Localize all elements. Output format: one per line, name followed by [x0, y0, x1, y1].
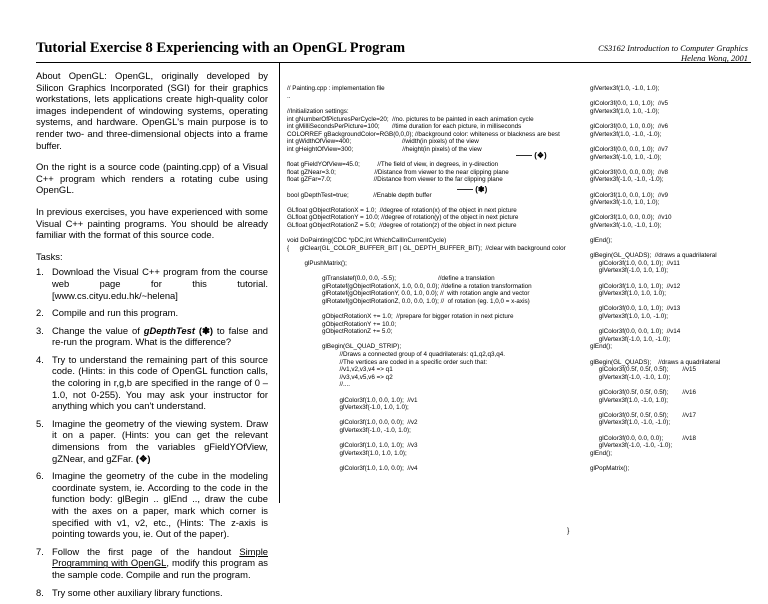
task-text: , modify this program as the sample code. Compile and run the program. [52, 557, 268, 580]
task-text: Change the value of [52, 324, 144, 336]
page-title: Tutorial Exercise 8 Experiencing with an OpenGL Program [36, 40, 406, 56]
task-item: 6. Imagine the geometry of the cube in the modeling coordinate system, ie. According to the code in the function body: glBegin .. glEnd .., draw the cube with the axes on a paper, mark which corner is specified with v1, v2, etc., (Hints: The z-axis is pointing towards you, ie. Out of the paper). [36, 470, 268, 540]
task-text: Try to understand the remaining part of this source code. (Hints: in this code of OpenGL function calls, the coloring in r,g,b are specified in the range of 0 – 1.0, not 0-255). You may ask your instructor for anything which you can't understand. [52, 353, 268, 412]
handout-link[interactable]: Simple Programming with OpenGL [52, 545, 268, 569]
intro-paragraph: On the right is a source code (painting.cpp) of a Visual C++ program which renders a rotating cube using OpenGL. [36, 161, 268, 196]
source-code-column-2 [590, 70, 750, 480]
task-item: 3. Change the value of gDepthTest (❃) to false and re-run the program. What is the difference? [36, 324, 268, 348]
fov-marker-icon: —— (❖) [516, 151, 547, 160]
task-item: 4. Try to understand the remaining part of this source code. (Hints: in this code of OpenGL function calls, the coloring in r,g,b are specified in the range of 0 – 1.0, not 0-255). You may ask your instructor for anything which you can't understand. [36, 353, 268, 412]
task-item: 7. Follow the first page of the handout Simple Programming with OpenGL, modify this program as the sample code. Compile and run the program. [36, 545, 268, 580]
source-code-listing: glVertex3f(1.0, -1.0, 1.0); glColor3f(0.0, 1.0, 1.0); //v5 glVertex3f(1.0, 1.0, -1.0); glColor3f(0.0, 1.0, 0.0); //v6 glVertex3f(1.0, -1.0, -1.0); glColor3f(0.0, 0.0, 1.0); //v7 glVertex3f(-1.0, 1.0, -1.0); glColor3f(0.0, 0.0, 0.0); //v8 glVertex3f(-1.0, -1.0, -1.0); glColor3f(1.0, 0.0, 1.0); //v9 glVertex3f(-1.0, 1.0, 1.0); glColor3f(1.0, 0.0, 0.0); //v10 glVertex3f(-1.0, -1.0, 1.0); glEnd(); glBegin(GL_QUADS); //draws a quadrilateral glColor3f(1.0, 0.0, 1.0); //v11 glVertex3f(-1.0, 1.0, 1.0); glColor3f(1.0, 1.0, 1.0); //v12 glVertex3f(1.0, 1.0, 1.0); glColor3f(0.0, 1.0, 1.0); //v13 glVertex3f(1.0, 1.0, -1.0); glColor3f(0.0, 0.0, 1.0); //v14 glVertex3f(-1.0, 1.0, -1.0); glEnd(); glBegin(GL_QUADS); //draws a quadrilateral glColor3f(0.5f, 0.5f, 0.5f); //v15 glVertex3f(-1.0, -1.0, 1.0); glColor3f(0.5f, 0.5f, 0.5f); //v16 glVertex3f(1.0, -1.0, 1.0); glColor3f(0.5f, 0.5f, 0.5f); //v17 glVertex3f(1.0, -1.0, -1.0); glColor3f(0.0, 0.0, 0.0); //v18 glVertex3f(-1.0, -1.0, -1.0); glEnd(); glPopMatrix(); [590, 85, 721, 472]
header-rule [36, 62, 751, 63]
task-text: Try some other auxiliary library functions. [52, 586, 223, 598]
task-text: Imagine the geometry of the cube in the modeling coordinate system, ie. According to the code in the function body: glBegin .. glEnd .., draw the cube with the axes on a paper, mark which corner is specified with v1, v2, etc., (Hints: The z-axis is pointing towards you, ie. Out of the paper). [52, 470, 268, 540]
closing-brace: } [567, 528, 570, 535]
task-text: Follow the first page of the handout [52, 545, 240, 557]
author-name: Helena Wong, 2001 [681, 53, 748, 63]
depth-marker-icon: (❃) [198, 324, 213, 336]
course-info [598, 43, 748, 63]
intro-paragraph: About OpenGL: OpenGL, originally developed by Silicon Graphics Incorporated (SGI) for their graphics workstations, lets applications create high-quality color images independent of windowing systems, operating systems, and hardware. OpenGL's main purpose is to render two- and three-dimensional objects into a frame buffer. [36, 70, 268, 151]
source-code-listing: // Painting.cpp : implementation file .. //Initialization settings: int gNumberOfPicturesPerCycle=20; //no. pictures to be painted in each animation cycle int gMilliSecondsPerPicture=100; //time duration for each picture, in milliseconds COLORREF gBackgroundColor=RGB(0,0,0); //background color: whiteness or blackness are best int gWidthOfView=400; //width(in pixels) of the view int gHeightOfView=300; //height(in pixels) of the view float gFieldYOfView=45.0; //The field of view, in degrees, in y-direction float gZNear=3.0; //Distance from viewer to the near clipping plane float gZFar=7.0; //Distance from viewer to the far clipping plane bool gDepthTest=true; //Enable depth buffer GLfloat gObjectRotationX = 1.0; //degree of rotation(x) of the object in next picture GLfloat gObjectRotationY = 10.0; //degree of rotation(y) of the object in next picture GLfloat gObjectRotationZ = 5.0; //degree of rotation(z) of the object in next picture void DoPainting(CDC *pDC,int WhichCallInCurrentCycle) { glClear(GL_COLOR_BUFFER_BIT | GL_DEPTH_BUFFER_BIT); //clear with background color glPushMatrix(); glTranslatef(0.0, 0.0, -5.5); //define a translation glRotatef(gObjectRotationX, 1.0, 0.0, 0.0); //define a rotation transformation glRotatef(gObjectRotationY, 0.0, 1.0, 0.0); // with rotation angle and vector glRotatef(gObjectRotationZ, 0.0, 0.0, 1.0); // of rotation (eg. 1,0,0 = x-axis) gObjectRotationX += 1.0; //prepare for bigger rotation in next picture gObjectRotationY += 10.0; gObjectRotationZ += 5.0; glBegin(GL_QUAD_STRIP); //Draws a connected group of 4 quadrilaterals: q1,q2,q3,q4. //The vertices are coded in a specific order such that: //v1,v2,v3,v4 => q1 //v3,v4,v5,v6 => q2 //.... glColor3f(1.0, 0.0, 1.0); //v1 glVertex3f(-1.0, 1.0, 1.0); glColor3f(1.0, 0.0, 0.0); //v2 glVertex3f(-1.0, -1.0, 1.0); glColor3f(1.0, 1.0, 1.0); //v3 glVertex3f(1.0, 1.0, 1.0); glColor3f(1.0, 1.0, 0.0); //v4 [287, 85, 566, 472]
source-code-column [287, 70, 587, 480]
fov-marker-icon: (❖) [135, 452, 151, 464]
depth-marker-icon: —— (❃) [457, 185, 488, 194]
task-item: 5. Imagine the geometry of the viewing system. Draw it on a paper. (Hints: you can get the relevant dimensions from the variables gFieldYOfView, gZNear, and gZFar. (❖) [36, 417, 268, 464]
task-variable: gDepthTest [143, 324, 195, 336]
task-text: to false and re-run the program. What is the difference? [52, 324, 268, 348]
task-item: 1. Download the Visual C++ program from the course web page for this tutorial. [www.cs.cityu.edu.hk/~helena] [36, 266, 268, 301]
tasks-heading: Tasks: [36, 250, 63, 262]
intro-paragraph: In previous exercises, you have experienced with some Visual C++ painting programs. You should be already familiar with the format of this source code. [36, 205, 268, 241]
instructions-column [36, 70, 268, 604]
task-text: Download the Visual C++ program from the course web page for this tutorial. [www.cs.cityu.edu.hk/~helena] [52, 266, 268, 301]
task-item: 8. Try some other auxiliary library functions. [36, 586, 223, 598]
task-item: 2. Compile and run this program. [36, 307, 179, 319]
column-divider [279, 63, 280, 503]
task-text: Imagine the geometry of the viewing system. Draw it on a paper. (Hints: you can get the relevant dimensions from the variables gFieldYOfView, gZNear, and gZFar. [52, 417, 268, 464]
task-text: Compile and run this program. [52, 307, 179, 319]
course-name: CS3162 Introduction to Computer Graphics [598, 43, 748, 53]
task-list [36, 266, 268, 598]
